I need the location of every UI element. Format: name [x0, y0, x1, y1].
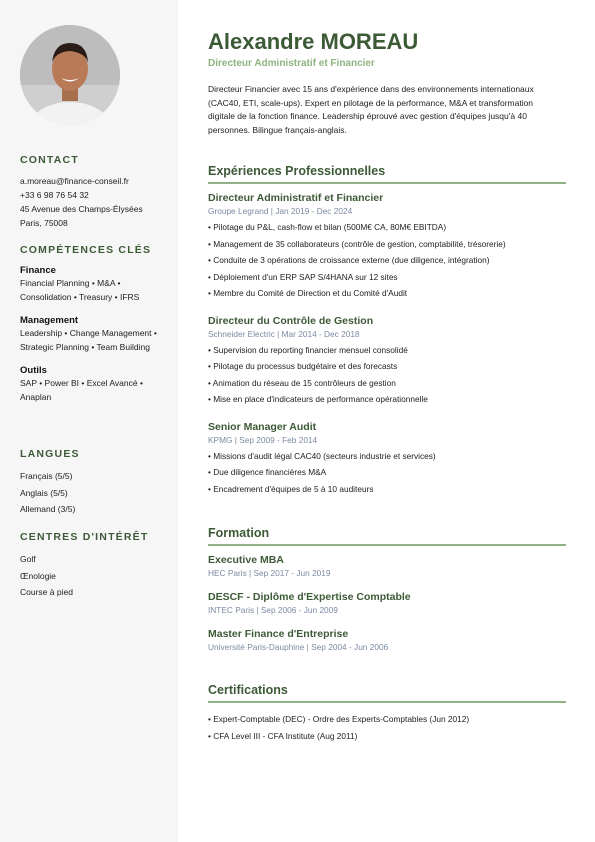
job-bullet: • Membre du Comité de Direction et du Comité d'Audit	[208, 288, 408, 298]
contact-phone[interactable]: +33 6 98 76 54 32	[20, 190, 89, 200]
job-company-dates: Groupe Legrand | Jan 2019 - Dec 2024	[208, 206, 353, 216]
job-entry	[208, 421, 566, 498]
languages-heading: LANGUES	[20, 448, 80, 460]
education-section	[208, 526, 566, 665]
contact-address: 45 Avenue des Champs-Élysées	[20, 204, 143, 214]
certifications-heading: Certifications	[208, 683, 566, 703]
sidebar	[0, 0, 178, 842]
job-bullet: • Missions d'audit légal CAC40 (secteurs industrie et services)	[208, 450, 436, 461]
interests-heading: CENTRES D'INTÉRÊT	[20, 531, 149, 543]
certification-item: • CFA Level III - CFA Institute (Aug 2011)	[208, 731, 358, 741]
skills-section	[20, 244, 160, 414]
education-title: Executive MBA	[208, 554, 284, 566]
education-entry	[208, 591, 566, 616]
language-item: Anglais (5/5)	[20, 487, 68, 498]
job-title: Directeur du Contrôle de Gestion	[208, 314, 374, 327]
profile-summary: Directeur Financier avec 15 ans d'expérience dans des environnements internationaux (CAC40, ETI, scale-ups). Expert en pilotage de la performance, M&A et transformation digitale de la fonction finance. Leadership éprouvé avec gestion d'équipes jusqu'à 40 personnes. Bilingue français-anglais.	[208, 84, 534, 135]
languages-section	[20, 448, 160, 518]
skills-heading: COMPÉTENCES CLÉS	[20, 244, 152, 256]
job-title: Directeur Administratif et Financier	[208, 192, 384, 204]
education-title: DESCF - Diplôme d'Expertise Comptable	[208, 591, 411, 603]
language-item: Allemand (3/5)	[20, 504, 76, 514]
job-bullet: • Supervision du reporting financier mensuel consolidé	[208, 344, 408, 355]
job-bullet: • Due diligence financières M&A	[208, 467, 327, 477]
job-entry	[208, 315, 566, 408]
candidate-role: Directeur Administratif et Financier	[208, 58, 375, 69]
contact-section	[20, 154, 160, 230]
interest-item: Course à pied	[20, 587, 73, 597]
certifications-section	[208, 683, 566, 745]
skill-group-items: SAP • Power BI • Excel Avancé • Anaplan	[20, 378, 143, 402]
education-heading: Formation	[208, 526, 566, 546]
skill-group-title: Management	[20, 315, 79, 326]
job-company-dates: Schneider Electric | Mar 2014 - Dec 2018	[208, 328, 360, 339]
job-company-dates: KPMG | Sep 2009 - Feb 2014	[208, 434, 318, 445]
job-bullet: • Conduite de 3 opérations de croissance externe (due diligence, intégration)	[208, 255, 490, 265]
interests-section	[20, 531, 160, 601]
language-item: Français (5/5)	[20, 471, 73, 481]
job-entry	[208, 192, 566, 302]
job-title: Senior Manager Audit	[208, 420, 317, 433]
contact-city: Paris, 75008	[20, 218, 68, 228]
education-title: Master Finance d'Entreprise	[208, 628, 349, 640]
contact-heading: CONTACT	[20, 154, 79, 166]
job-bullet: • Encadrement d'équipes de 5 à 10 auditeurs	[208, 483, 374, 494]
skill-group-items: Leadership • Change Management • Strategic Planning • Team Building	[20, 328, 157, 352]
experience-section	[208, 164, 566, 510]
job-bullet: • Management de 35 collaborateurs (contrôle de gestion, comptabilité, trésorerie)	[208, 238, 506, 249]
job-bullet: • Déploiement d'un ERP SAP S/4HANA sur 12 sites	[208, 271, 398, 282]
avatar	[20, 25, 120, 125]
certification-item: • Expert-Comptable (DEC) - Ordre des Experts-Comptables (Jun 2012)	[208, 714, 470, 724]
education-school-dates: INTEC Paris | Sep 2006 - Jun 2009	[208, 605, 338, 615]
skill-group-title: Outils	[20, 365, 47, 376]
interest-item: Œnologie	[20, 570, 56, 581]
interest-item: Golf	[20, 554, 36, 564]
job-bullet: • Pilotage du processus budgétaire et des forecasts	[208, 361, 398, 371]
job-bullet: • Animation du réseau de 15 contrôleurs de gestion	[208, 377, 396, 388]
profile-photo	[20, 25, 120, 125]
skill-group-items: Financial Planning • M&A • Consolidation • Treasury • IFRS	[20, 278, 140, 302]
education-school-dates: HEC Paris | Sep 2017 - Jun 2019	[208, 568, 331, 578]
job-bullet: • Pilotage du P&L, cash-flow et bilan (500M€ CA, 80M€ EBITDA)	[208, 222, 447, 232]
contact-email[interactable]: a.moreau@finance-conseil.fr	[20, 176, 129, 186]
experience-heading: Expériences Professionnelles	[208, 164, 566, 184]
skill-group-title: Finance	[20, 265, 56, 276]
education-entry	[208, 554, 566, 579]
education-entry	[208, 628, 566, 653]
job-bullet: • Mise en place d'indicateurs de performance opérationnelle	[208, 394, 428, 404]
candidate-name: Alexandre MOREAU	[208, 29, 419, 54]
education-school-dates: Université Paris-Dauphine | Sep 2004 - Jun 2006	[208, 642, 389, 652]
